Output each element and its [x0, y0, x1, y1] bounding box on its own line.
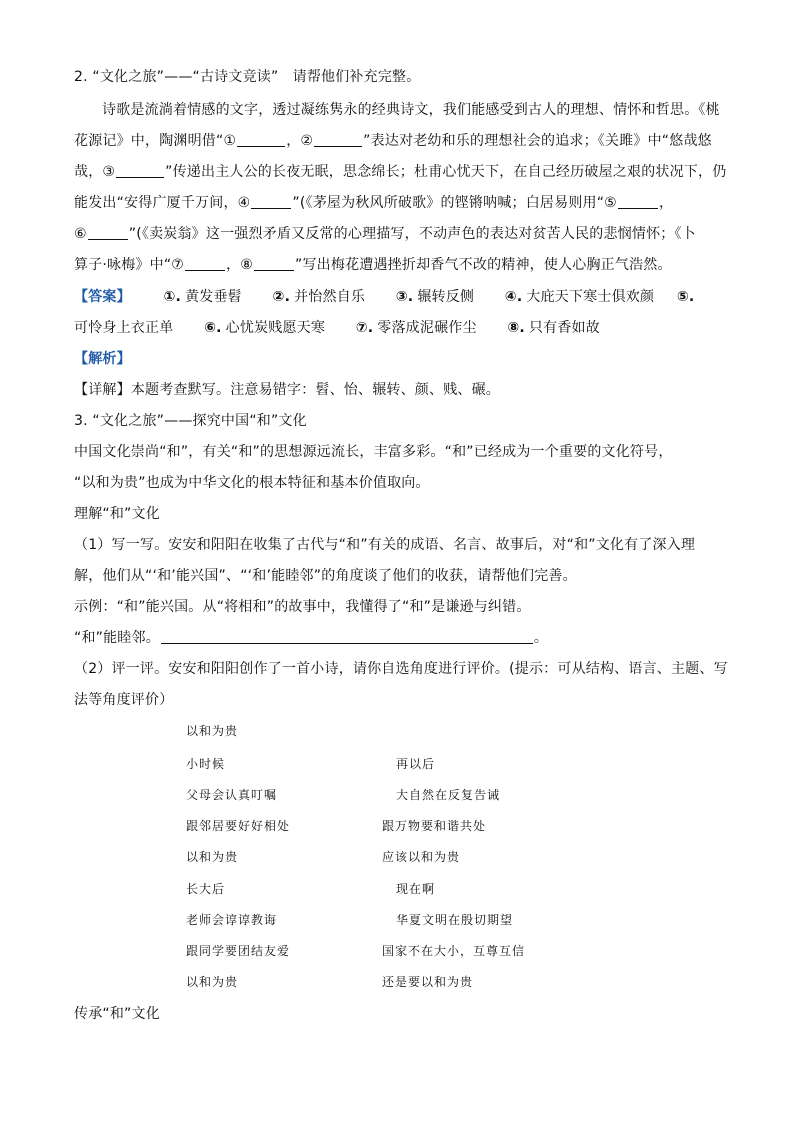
text-span: ”(《卖炭翁》这一强烈矛盾又反常的心理描写，不动声色的表达对贫苦人民的悲悯情怀；《卜 [128, 226, 696, 242]
answer-line-2 [74, 317, 734, 339]
poem-left-line-2: 小时候 [186, 757, 226, 771]
poem-left-line-6: 长大后 [186, 882, 226, 896]
text-span: 能发出“安得广厦千万间，④ [74, 195, 251, 211]
q2-paragraph-line-3 [74, 161, 734, 183]
poem-left-line-1: 以和为贵 [186, 724, 239, 738]
q2-paragraph-line-1: 诗歌是流淌着情感的文字，透过凝练隽永的经典诗文，我们能感受到古人的理想、情怀和哲思。《桃 [102, 102, 720, 118]
poem-left-line-7: 老师会谆谆教诲 [186, 913, 278, 927]
poem-left-line-5: 以和为贵 [186, 850, 239, 864]
blank-7 [185, 256, 225, 271]
poem-right-line-7: 国家不在大小，互尊互信 [382, 944, 526, 958]
answer-num-5: ⑤. [676, 289, 695, 305]
text-span: 算子·咏梅》中“⑦ [74, 257, 185, 273]
q3-section-understand: 理解“和”文化 [74, 506, 160, 522]
analysis-detail [74, 379, 734, 401]
answer-text-5: 可怜身上衣正单 [74, 320, 174, 336]
answer-item-8 [507, 317, 600, 339]
poem-right-line-5: 现在啊 [396, 882, 436, 896]
poem-left-line-4: 跟邻居要好好相处 [186, 819, 291, 833]
answer-item-3 [396, 286, 474, 308]
detail-text: 本题考查默写。注意易错字：髫、怡、辗转、颜、贱、碾。 [130, 382, 501, 398]
poem-right-line-1: 再以后 [396, 757, 436, 771]
analysis-tag-text: 【解析】 [74, 351, 131, 367]
text-span: 花源记》中，陶渊明借“① [74, 133, 237, 149]
poem-left-line-8: 跟同学要团结友爱 [186, 944, 291, 958]
poem-right-line-3: 跟万物要和谐共处 [382, 819, 487, 833]
blank-1 [237, 132, 285, 147]
answer-num: ⑦. [355, 320, 374, 336]
blank-2 [314, 132, 362, 147]
answer-item-1 [163, 286, 241, 308]
q2-paragraph-line-5 [74, 223, 734, 245]
poem-right-line-6: 华夏文明在殷切期望 [396, 913, 514, 927]
answer-text: 心忧炭贱愿天寒 [225, 320, 326, 336]
text-span: ”写出梅花遭遇挫折却香气不改的精神，使人心胸正气浩然。 [295, 257, 672, 273]
q2-paragraph-line-2 [74, 130, 734, 152]
text-span: ”表达对老幼和乐的理想社会的追求；《关雎》中“悠哉悠 [363, 133, 712, 149]
answer-item-2 [273, 286, 366, 308]
q3-section-inherit: 传承“和”文化 [74, 1006, 160, 1022]
blank-6 [88, 225, 128, 240]
text-span: 。 [533, 630, 549, 646]
text-span: 哉，③ [74, 164, 116, 180]
poem-right-line-4: 应该以和为贵 [382, 850, 461, 864]
q3-sub1-line-1: （1）写一写。安安和阳阳在收集了古代与“和”有关的成语、名言、故事后，对“和”文化有了深入理 [74, 537, 696, 553]
answer-text: 辗转反侧 [417, 289, 475, 305]
q3-sub2-line-1: （2）评一评。安安和阳阳创作了一首小诗，请你自选角度进行评价。(提示：可从结构、语言、主题、写 [74, 661, 728, 677]
answer-text: 只有香如故 [528, 320, 600, 336]
analysis-tag [74, 348, 734, 370]
text-span: ”传递出主人公的长夜无眠，思念绵长；杜甫心忧天下，在自己经历破屋之艰的状况下，仍 [165, 164, 727, 180]
poem-left-line-9: 以和为贵 [186, 975, 239, 989]
answer-num: ③. [395, 289, 414, 305]
text-span: ，② [286, 133, 314, 149]
text-span: ，⑧ [226, 257, 254, 273]
q3-fill-line [74, 627, 734, 649]
answer-text: 零落成泥碾作尘 [377, 320, 477, 336]
answer-num: ⑧. [507, 320, 525, 336]
answer-text: 黄发垂髫 [185, 289, 242, 305]
q3-example: 示例：“和”能兴国。从“将相和”的故事中，我懂得了“和”是谦逊与纠错。 [74, 599, 531, 615]
q3-title: 3. “文化之旅”——探究中国“和”文化 [74, 413, 307, 429]
answer-tag: 【答案】 [74, 289, 131, 305]
answer-item-6 [204, 317, 325, 339]
text-span: ”(《茅屋为秋风所破歌》的铿锵呐喊；白居易则用“⑤ [292, 195, 617, 211]
detail-tag: 【详解】 [74, 382, 131, 398]
answer-item-7 [356, 317, 477, 339]
answer-num: ④. [504, 289, 523, 305]
blank-8 [254, 256, 294, 271]
q2-title: 2. “文化之旅”——“古诗文竞读” 请帮他们补充完整。 [74, 69, 421, 85]
answer-line-1 [74, 286, 734, 308]
text-span: ⑥ [74, 226, 87, 242]
answer-text: 并怡然自乐 [294, 289, 366, 305]
q3-intro-line-1: 中国文化崇尚“和”，有关“和”的思想源远流长，丰富多彩。“和”已经成为一个重要的文化符号， [74, 444, 673, 460]
text-span: ， [658, 195, 674, 211]
poem-left-line-3: 父母会认真叮嘱 [186, 788, 278, 802]
q3-sub2-line-2: 法等角度评价） [74, 692, 174, 708]
blank-3 [116, 163, 164, 178]
q2-paragraph-line-6 [74, 254, 734, 276]
poem-right-line-8: 还是要以和为贵 [382, 975, 474, 989]
answer-num: ⑥. [204, 320, 222, 336]
q3-intro-line-2: “以和为贵”也成为中华文化的根本特征和基本价值取向。 [74, 475, 430, 491]
answer-item-4 [505, 286, 654, 308]
text-span: “和”能睦邻。 [74, 630, 160, 646]
blank-4 [251, 194, 291, 209]
answer-num: ②. [272, 289, 291, 305]
q3-sub1-line-2: 解，他们从“‘和’能兴国”、“‘和’能睦邻”的角度谈了他们的收获，请帮他们完善。 [74, 568, 577, 584]
answer-blank [161, 629, 533, 644]
answer-num: ①. [163, 289, 182, 305]
answer-text: 大庇天下寒士俱欢颜 [526, 289, 655, 305]
q2-paragraph-line-4 [74, 192, 734, 214]
blank-5 [618, 194, 658, 209]
poem-right-line-2: 大自然在反复告诫 [396, 788, 501, 802]
